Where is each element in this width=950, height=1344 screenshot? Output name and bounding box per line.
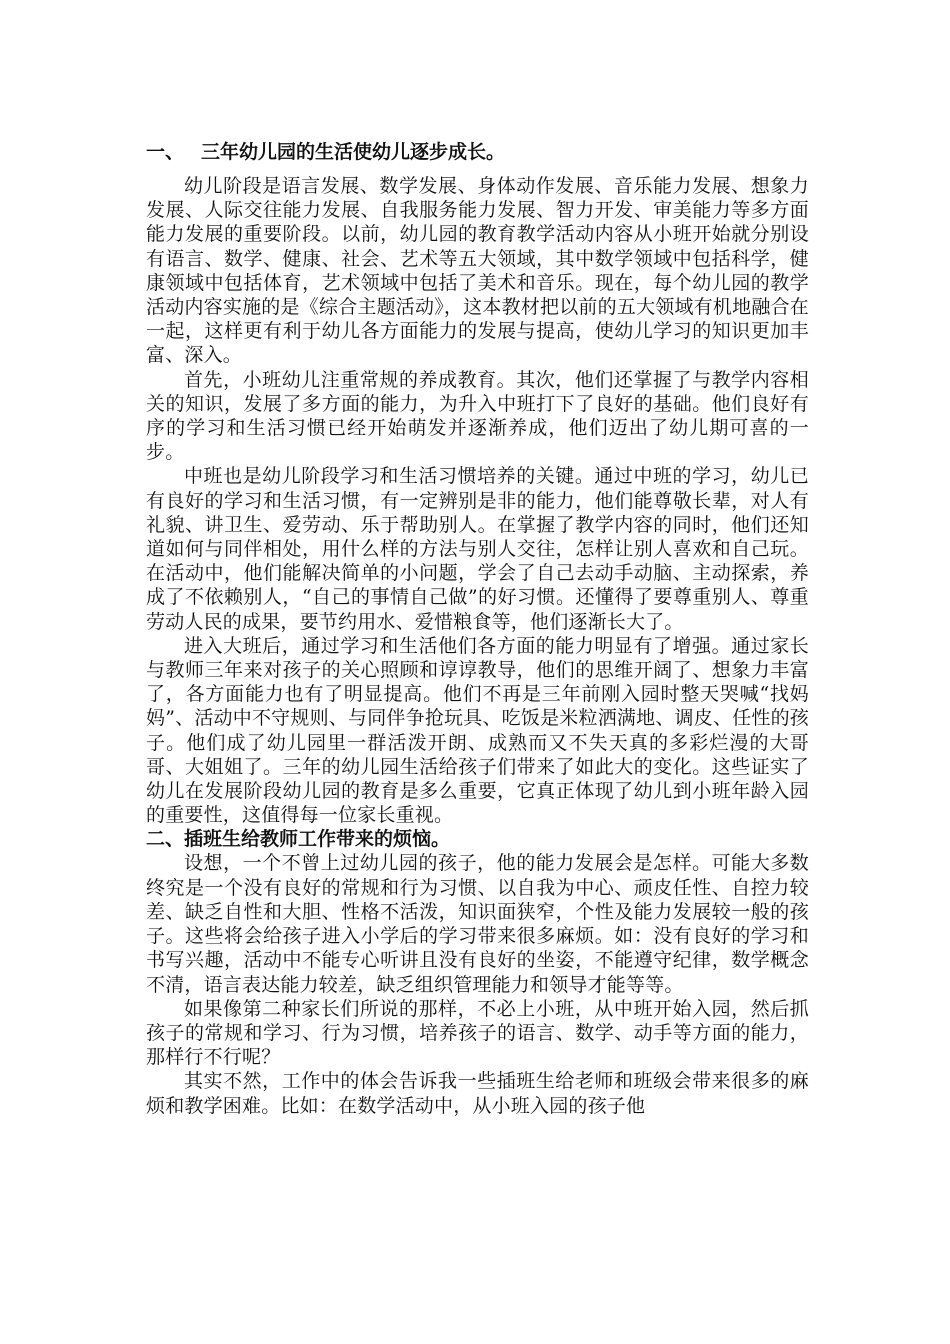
document-body [146, 140, 809, 1118]
paragraph: 幼儿阶段是语言发展、数学发展、身体动作发展、音乐能力发展、想象力发展、人际交往能力发展、自我服务能力发展、智力开发、审美能力等多方面能力发展的重要阶段。以前，幼儿园的教育教学活动内容从小班开始就分别设有语言、数学、健康、社会、艺术等五大领域，其中数学领域中包括科学，健康领域中包括体育，艺术领域中包括了美术和音乐。现在，每个幼儿园的教学活动内容实施的是《综合主题活动》，这本教材把以前的五大领域有机地融合在一起，这样更有利于幼儿各方面能力的发展与提高，使幼儿学习的知识更加丰富、深入。 [146, 175, 809, 367]
paragraph: 首先，小班幼儿注重常规的养成教育。其次，他们还掌握了与教学内容相关的知识，发展了多方面的能力，为升入中班打下了良好的基础。他们良好有序的学习和生活习惯已经开始萌发并逐渐养成，他们迈出了幼儿期可喜的一步。 [146, 368, 809, 464]
section-2-title: 二、插班生给教师工作带来的烦恼。 [146, 828, 451, 851]
paragraph: 进入大班后，通过学习和生活他们各方面的能力明显有了增强。通过家长与教师三年来对孩子的关心照顾和谆谆教导，他们的思维开阔了、想象力丰富了，各方面能力也有了明显提高。他们不再是三年前刚入园时整天哭喊“找妈妈”、活动中不守规则、与同伴争抢玩具、吃饭是米粒洒满地、调皮、任性的孩子。他们成了幼儿园里一群活泼开朗、成熟而又不失天真的多彩烂漫的大哥哥、大姐姐了。三年的幼儿园生活给孩子们带来了如此大的变化。这些证实了幼儿在发展阶段幼儿园的教育是多么重要，它真正体现了幼儿到小班年龄入园的重要性，这值得每一位家长重视。 [146, 634, 809, 827]
paragraph: 其实不然，工作中的体会告诉我一些插班生给老师和班级会带来很多的麻烦和教学困难。比如：在数学活动中，从小班入园的孩子他 [146, 1070, 809, 1117]
paragraph: 如果像第二种家长们所说的那样，不必上小班，从中班开始入园，然后抓孩子的常规和学习、行为习惯，培养孩子的语言、数学、动手等方面的能力，那样行不行呢？ [146, 997, 809, 1069]
section-1-title: 三年幼儿园的生活使幼儿逐步成长。 [201, 141, 506, 163]
paragraph: 中班也是幼儿阶段学习和生活习惯培养的关键。通过中班的学习，幼儿已有良好的学习和生活习惯，有一定辨别是非的能力，他们能尊敬长辈，对人有礼貌、讲卫生、爱劳动、乐于帮助别人。在掌握了教学内容的同时，他们还知道如何与同伴相处，用什么样的方法与别人交往，怎样让别人喜欢和自己玩。在活动中，他们能解决简单的小问题，学会了自己去动手动脑、主动探索，养成了不依赖别人，“自己的事情自己做”的好习惯。还懂得了要尊重别人、尊重劳动人民的成果，要节约用水、爱惜粮食等，他们逐渐长大了。 [146, 465, 809, 633]
section-1-number: 一、 [146, 141, 185, 163]
paragraph: 设想，一个不曾上过幼儿园的孩子，他的能力发展会是怎样。可能大多数终究是一个没有良好的常规和行为习惯、以自我为中心、顽皮任性、自控力较差、缺乏自性和大胆、性格不活泼，知识面狭窄，个性及能力发展较一般的孩子。这些将会给孩子进入小学后的学习带来很多麻烦。如：没有良好的学习和书写兴趣，活动中不能专心听讲且没有良好的坐姿，不能遵守纪律，数学概念不清，语言表达能力较差，缺乏组织管理能力和领导才能等等。 [146, 852, 809, 996]
section-1-heading [146, 140, 809, 164]
section-2-heading [146, 827, 809, 851]
